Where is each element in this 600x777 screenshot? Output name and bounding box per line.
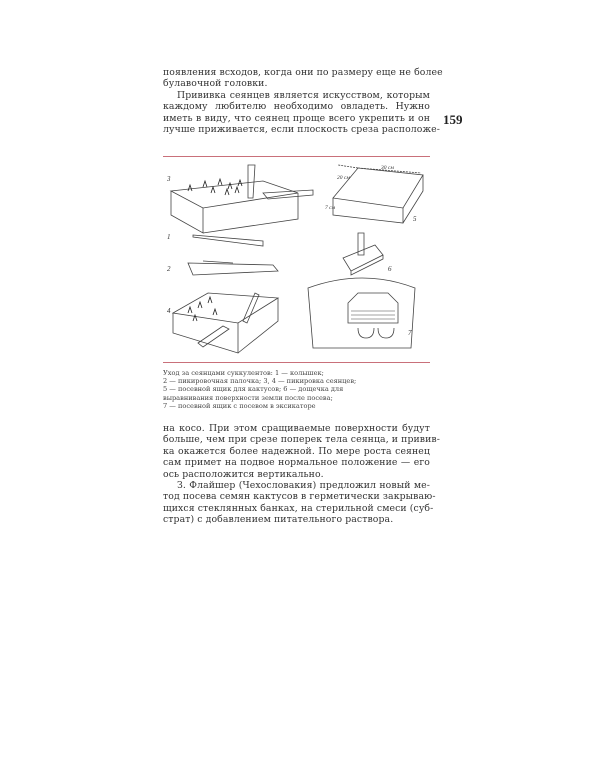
spatula-2 [188,261,278,275]
bottom-paragraphs [163,423,441,526]
board-6 [343,233,383,275]
figure-label: 7 [408,329,412,337]
desiccator-7 [308,278,415,348]
sowing-box-5 [333,165,423,223]
figure-label: 6 [388,265,392,273]
text-line: страт) с добавлением питательного раствора. [163,514,394,526]
text-line: сам примет на подвое нормальное положение — его [163,457,430,469]
text-line: появления всходов, когда они по размеру еще не более [163,67,443,78]
text-line: лучше приживается, если плоскость среза расположе- [163,123,440,135]
dimension-label: 30 см [381,165,394,171]
figure-top-rule [163,156,430,157]
figure-caption [163,369,430,410]
text-line: больше, чем при срезе поперек тела сеянца, и привив- [163,434,441,446]
dimension-label: 7 см [325,205,336,211]
seedling-box-4 [173,293,278,353]
caption-line: 5 — посевной ящик для кактусов; 6 — дощечка для [163,385,344,394]
text-line: тод посева семян кактусов в герметически закрываю- [163,491,436,503]
figure-label: 4 [167,307,171,315]
text-line: ка окажется более надежной. По мере роста сеянец [163,445,430,457]
text-line: каждому любителю необходимо овладеть. Нужно [163,101,430,113]
caption-line: 2 — пикировочная палочка; 3, 4 — пикировка сеянцев; [163,377,357,386]
caption-line: Уход за сеянцами суккулентов: 1 — колышек; [163,369,324,377]
text-line: булавочной головки. [163,78,268,90]
text-line: иметь в виду, что сеянец проще всего укрепить и он [163,112,430,124]
figure-label: 3 [167,175,171,183]
text-line: З. Флайшер (Чехословакия) предложил новый ме- [177,479,430,491]
caption-line: 7 — посевной ящик с посевом в эксикаторе [163,401,316,410]
dimension-label: 20 см [337,175,350,181]
top-paragraphs [163,67,443,135]
stick-1 [193,235,263,246]
figure-label: 5 [413,215,417,223]
figure-label: 1 [167,233,171,241]
text-line: на косо. При этом сращиваемые поверхности будут [163,423,430,434]
seedling-box-3 [171,165,313,233]
figure-label: 2 [167,265,171,273]
text-line: Прививка сеянцев является искусством, которым [177,89,430,101]
text-line: щихся стеклянных банках, на стерильной смеси (суб- [163,502,434,514]
text-line: ось расположится вертикально. [163,468,324,480]
caption-line: выравнивания поверхности земли после посева; [163,393,333,402]
page-number: 159 [443,112,463,127]
figure-bottom-rule [163,362,430,363]
figure-illustration [163,163,430,358]
